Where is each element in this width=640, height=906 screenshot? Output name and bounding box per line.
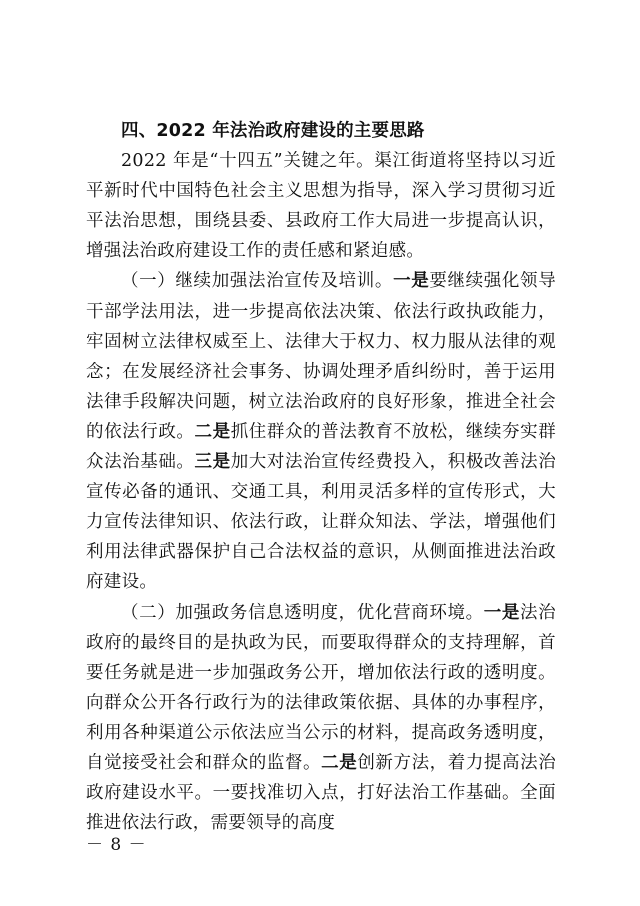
section1-text-3: 加大对法治宣传经费投入，积极改善法治宣传必备的通讯、交通工具，利用灵活多样的宣传形式，大力宣传法律知识、依法行政，让群众知法、学法，增强他们利用法律武器保护自己合法权益的意识，从侧面推进法治政府建设。: [86, 452, 556, 593]
section1-text-1: 要继续强化领导干部学法用法，进一步提高依法决策、依法行政执政能力，牢固树立法律权威至上、法律大于权力、权力服从法律的观念；在发展经济社会事务、协调处理矛盾纠纷时，善于运用法律手段解决问题，树立法治政府的良好形象，推进全社会的依法行政。: [86, 271, 556, 442]
section2-title: （二）加强政务信息透明度，优化营商环境。: [121, 602, 484, 623]
section1-text-2: 抓住群众的普法教育不放松，继续夯实群众法治基础。: [86, 421, 556, 473]
section-heading: 四、2022 年法治政府建设的主要思路: [121, 121, 425, 141]
page-number: － 8 －: [86, 835, 147, 855]
section1-label-2: 二是: [194, 421, 231, 442]
document-body: [86, 116, 556, 838]
section1-paragraph: [86, 266, 556, 597]
section1-label-1: 一是: [393, 271, 430, 292]
section2-label-2: 二是: [321, 752, 358, 773]
intro-paragraph: 2022 年是“十四五”关键之年。渠江街道将坚持以习近平新时代中国特色社会主义思想为指导，深入学习贯彻习近平法治思想，围绕县委、县政府工作大局进一步提高认识，增强法治政府建设工作的责任感和紧迫感。: [86, 151, 556, 262]
section1-title: （一）继续加强法治宣传及培训。: [121, 271, 394, 292]
section2-text-2: 创新方法，着力提高法治政府建设水平。一要找准切入点，打好法治工作基础。全面推进依法行政，需要领导的高度: [86, 752, 556, 834]
section2-paragraph: [86, 598, 556, 839]
section2-label-1: 一是: [483, 602, 521, 623]
section1-label-3: 三是: [194, 452, 231, 473]
section2-text-1: 法治政府的最终目的是执政为民，而要取得群众的支持理解，首要任务就是进一步加强政务公开，增加依法行政的透明度。向群众公开各行政行为的法律政策依据、具体的办事程序，利用各种渠道公示依法应当公示的材料，提高政务透明度，自觉接受社会和群众的监督。: [86, 602, 556, 773]
